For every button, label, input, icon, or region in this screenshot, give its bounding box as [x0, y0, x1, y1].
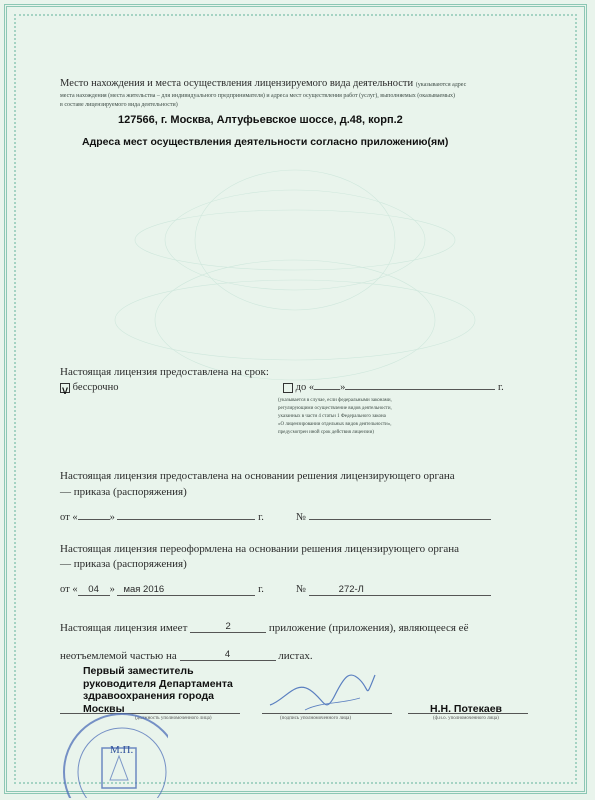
- grant-from: от «: [60, 512, 78, 523]
- grant-quote-close: »: [109, 512, 115, 523]
- name-line: [408, 713, 528, 714]
- signature-caption: (подпись уполномоченного лица): [280, 716, 352, 721]
- name-caption: (ф.и.о. уполномоченного лица): [433, 716, 499, 721]
- grant-date-row: [60, 512, 264, 523]
- term-label: Настоящая лицензия предоставлена на срок:: [60, 366, 269, 378]
- appendix-sheets[interactable]: 4: [180, 649, 276, 661]
- grant-text-1: Настоящая лицензия предоставлена на основании решения лицензирующего органа: [60, 470, 455, 482]
- stamp-label: М.П.: [110, 744, 134, 756]
- term-note-line: предусмотрен иной срок действия лицензии): [278, 430, 374, 435]
- signatory-position-line: Москвы: [83, 702, 125, 715]
- location-header: [60, 78, 466, 90]
- reissue-day[interactable]: 04: [78, 584, 110, 596]
- appendix-text-3: неотъемлемой частью на: [60, 650, 177, 662]
- unlimited-label: бессрочно: [72, 382, 119, 393]
- appendix-text-4: листах.: [278, 650, 313, 662]
- appendix-text-1: Настоящая лицензия имеет: [60, 622, 188, 634]
- location-header-text: Место нахождения и места осуществления лицензируемого вида деятельности: [60, 78, 414, 89]
- reissue-quote-close: »: [109, 584, 115, 595]
- reissue-number-row: [296, 584, 491, 596]
- signatory-position-line: руководителя Департамента: [83, 677, 233, 690]
- signature-line: [262, 713, 392, 714]
- term-until-option: [283, 382, 504, 393]
- term-note-line: «О лицензировании отдельных видов деятельности»,: [278, 422, 392, 427]
- until-mid: »: [340, 382, 346, 393]
- grant-number-row: [296, 512, 491, 523]
- until-date-field[interactable]: [345, 389, 495, 390]
- signatory-position-line: Первый заместитель: [83, 665, 194, 677]
- signatory-position-line: здравоохранения города: [83, 690, 214, 702]
- appendix-count[interactable]: 2: [190, 621, 266, 633]
- addresses-note: Адреса мест осуществления деятельности согласно приложению(ям): [82, 136, 449, 148]
- grant-day-field[interactable]: [78, 519, 110, 520]
- reissue-date-row: [60, 584, 264, 596]
- term-note-line: регулирующими осуществление видов деятельности,: [278, 406, 392, 411]
- stamp-seal-icon: [40, 690, 168, 798]
- grant-number-label: №: [296, 512, 307, 523]
- checkbox-mark: V: [62, 385, 69, 396]
- official-stamp: [40, 690, 168, 798]
- signature-image: [265, 660, 385, 720]
- location-note-line-2: места нахождения (места жительства – для индивидуального предпринимателя) и адреса мест осуществления работ (услуг), выполняемых (оказываемых): [60, 93, 456, 99]
- appendix-row-1: [60, 622, 468, 635]
- grant-number-field[interactable]: [309, 519, 491, 520]
- reissue-from: от «: [60, 584, 78, 595]
- until-day-field[interactable]: [314, 389, 340, 390]
- reissue-year-suffix: г.: [258, 584, 264, 595]
- appendix-text-2: приложение (приложения), являющееся её: [268, 622, 469, 634]
- reissue-text-2: — приказа (распоряжения): [60, 558, 187, 570]
- grant-year-suffix: г.: [258, 512, 264, 523]
- position-caption: (должность уполномоченного лица): [135, 716, 212, 721]
- license-address: 127566, г. Москва, Алтуфьевское шоссе, д.48, корп.2: [118, 114, 403, 126]
- reissue-text-1: Настоящая лицензия переоформлена на основании решения лицензирующего органа: [60, 543, 459, 555]
- until-checkbox[interactable]: [283, 383, 293, 393]
- location-note-line-3: в составе лицензируемого вида деятельности): [60, 102, 178, 108]
- unlimited-checkbox[interactable]: [60, 383, 70, 396]
- signatory-name: Н.Н. Потекаев: [430, 703, 502, 715]
- until-year-suffix: г.: [497, 382, 504, 393]
- grant-month-field[interactable]: [117, 519, 255, 520]
- term-note-line: указанных в части 4 статьи 1 Федерального закона: [278, 414, 386, 419]
- grant-text-2: — приказа (распоряжения): [60, 486, 187, 498]
- reissue-number[interactable]: 272-Л: [309, 584, 491, 596]
- term-unlimited-option: [60, 382, 119, 396]
- term-note-line: (указывается в случае, если федеральными законами,: [278, 398, 392, 403]
- reissue-number-label: №: [296, 584, 307, 595]
- term-note: [278, 397, 392, 437]
- reissue-month-year[interactable]: мая 2016: [117, 584, 255, 596]
- location-header-note: (указываются адрес: [415, 82, 467, 88]
- until-prefix: до «: [295, 382, 315, 393]
